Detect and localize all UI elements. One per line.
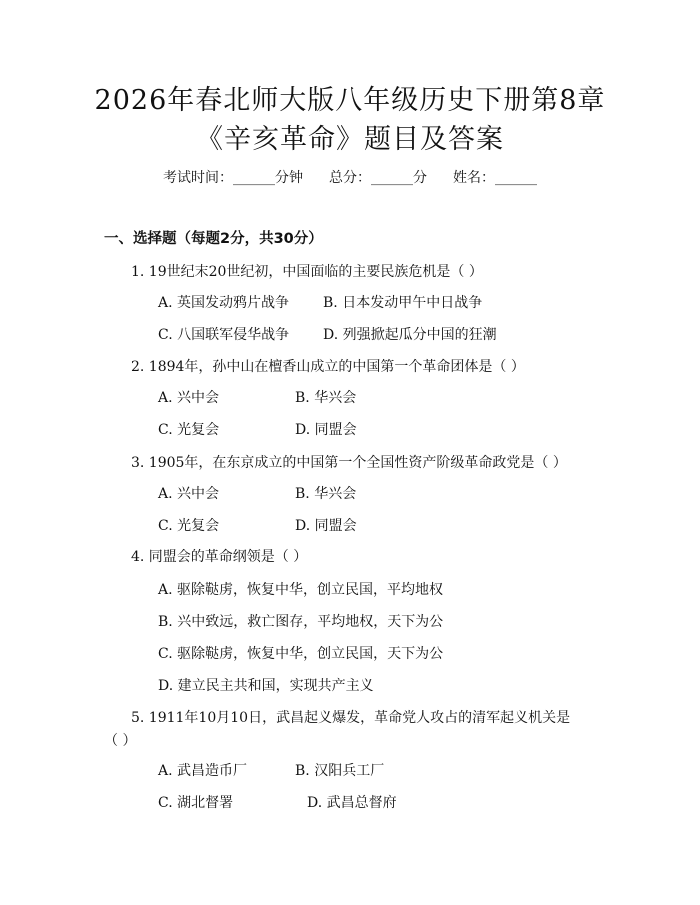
option-a: A. 兴中会: [158, 390, 220, 406]
option-b: B. 日本发动甲午中日战争: [323, 295, 483, 311]
question-text: 4. 同盟会的革命纲领是（ ）: [131, 549, 308, 565]
option-a: A. 武昌造币厂: [158, 763, 248, 779]
question-text: 5. 1911年10月10日，武昌起义爆发，革命党人攻占的清军起义机关是: [131, 710, 571, 726]
option-a: A. 英国发动鸦片战争: [158, 295, 290, 311]
option-d: D. 列强掀起瓜分中国的狂潮: [323, 327, 497, 343]
name-field: 姓名：______: [453, 170, 537, 186]
option-c: C. 光复会: [158, 422, 220, 438]
question-text: 1. 19世纪末20世纪初，中国面临的主要民族危机是（ ）: [131, 264, 483, 280]
option-a: A. 驱除鞑虏，恢复中华，创立民国，平均地权: [158, 582, 444, 598]
option-d: D. 建立民主共和国，实现共产主义: [158, 678, 374, 694]
option-d: D. 同盟会: [295, 422, 357, 438]
option-b: B. 华兴会: [295, 390, 357, 406]
page-title-line1: 2026年春北师大版八年级历史下册第8章: [94, 85, 606, 116]
option-c: C. 光复会: [158, 518, 220, 534]
option-d: D. 武昌总督府: [307, 795, 397, 811]
exam-info-bar: [0, 168, 700, 188]
option-c: C. 湖北督署: [158, 795, 234, 811]
total-score-field: 总分：______分: [329, 170, 427, 186]
option-b: B. 华兴会: [295, 486, 357, 502]
exam-time-field: 考试时间：______分钟: [163, 170, 303, 186]
option-c: C. 驱除鞑虏，恢复中华，创立民国，天下为公: [158, 646, 444, 662]
option-c: C. 八国联军侵华战争: [158, 327, 290, 343]
option-d: D. 同盟会: [295, 518, 357, 534]
question-text: 3. 1905年，在东京成立的中国第一个全国性资产阶级革命政党是（ ）: [131, 455, 567, 471]
option-b: B. 汉阳兵工厂: [295, 763, 385, 779]
question-text: 2. 1894年，孙中山在檀香山成立的中国第一个革命团体是（ ）: [131, 359, 525, 375]
option-a: A. 兴中会: [158, 486, 220, 502]
page-title-line2: 《辛亥革命》题目及答案: [196, 124, 504, 155]
option-b: B. 兴中致远，救亡图存，平均地权，天下为公: [158, 614, 444, 630]
question-text-continuation: （ ）: [104, 733, 137, 749]
section-heading: 一、选择题（每题2分，共30分）: [104, 231, 323, 247]
